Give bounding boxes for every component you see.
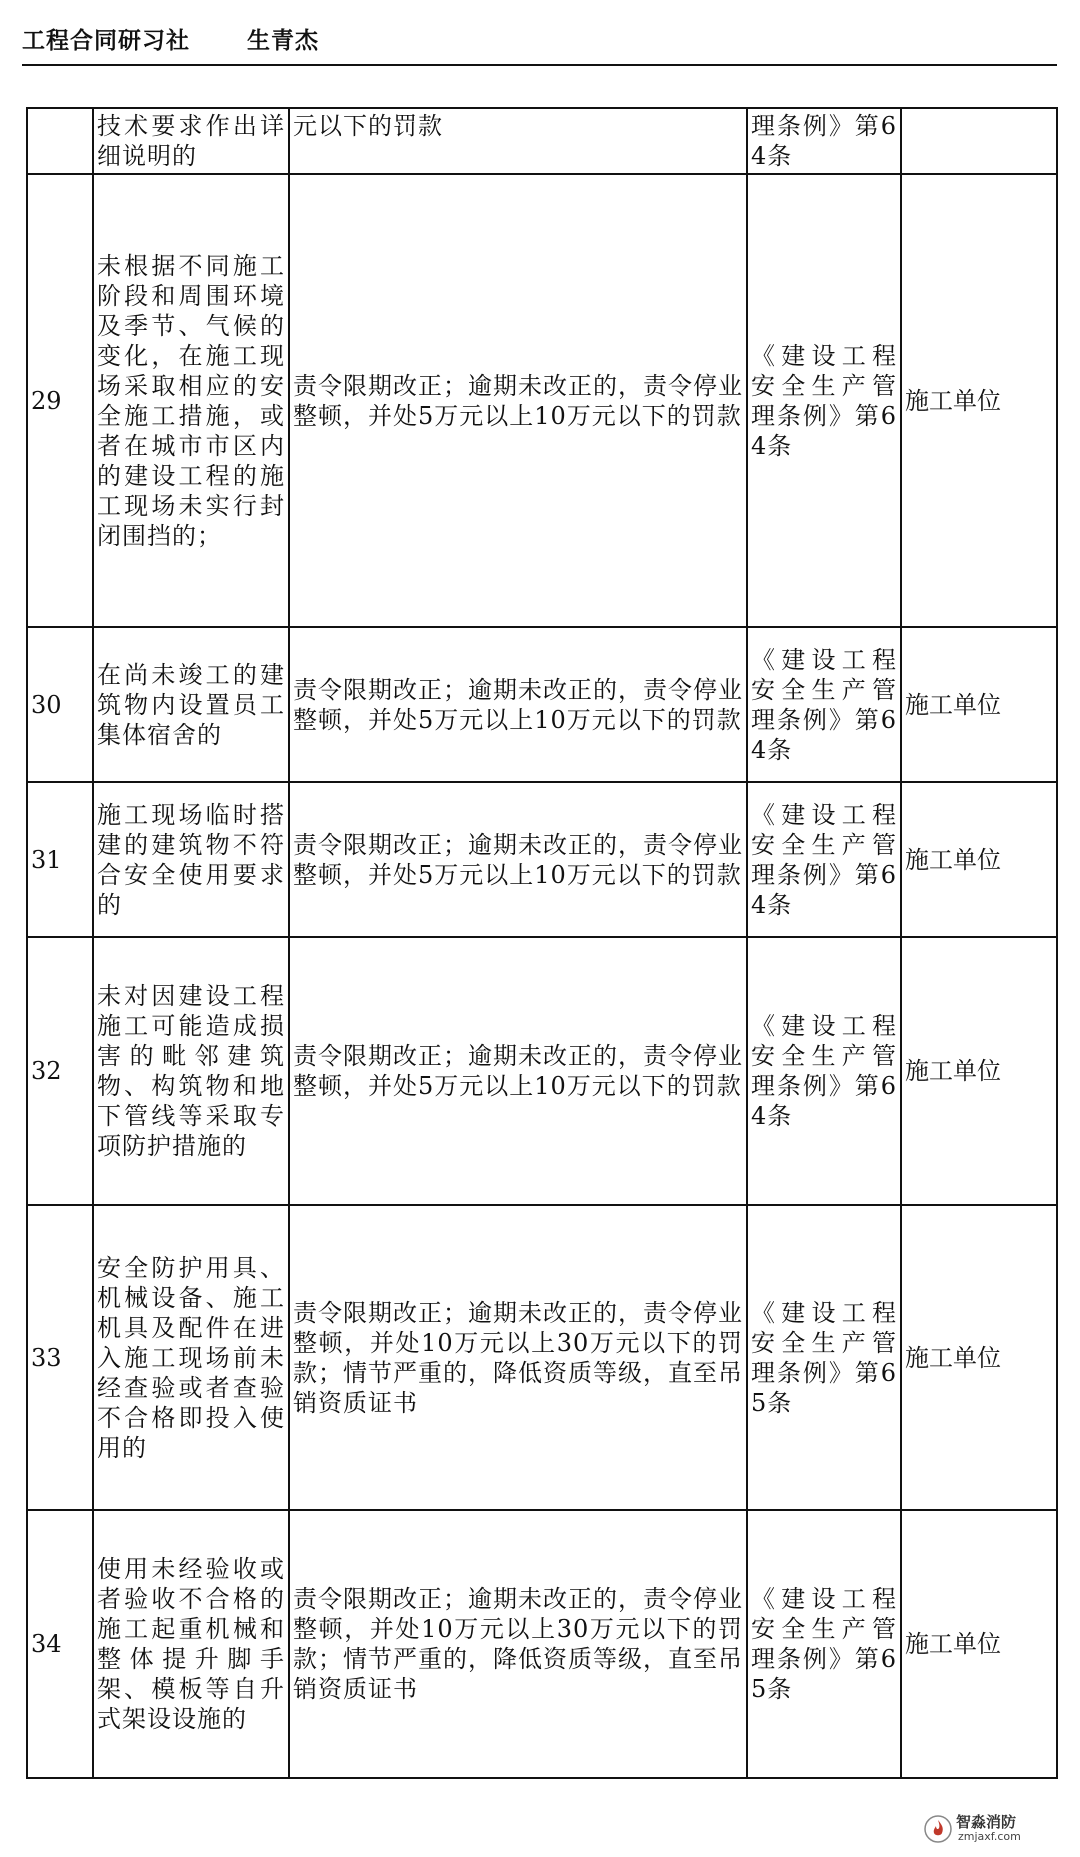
violation-cell: 未根据不同施工阶段和周围环境及季节、气候的变化，在施工现场采取相应的安全施工措施，或者在城市市区内的建设工程的施工现场未实行封闭围挡的； <box>93 174 289 627</box>
penalty-cell: 责令限期改正；逾期未改正的，责令停业整顿，并处10万元以上30万元以下的罚款；情节严重的，降低资质等级，直至吊销资质证书 <box>289 1205 747 1510</box>
responsible-party-cell: 施工单位 <box>901 937 1057 1205</box>
legal-basis-cell: 《建设工程安全生产管理条例》第64条 <box>747 782 901 937</box>
header-divider <box>22 64 1057 66</box>
header-org-name: 工程合同研习社 <box>22 28 190 54</box>
responsible-party-cell: 施工单位 <box>901 1510 1057 1778</box>
violation-cell: 施工现场临时搭建的建筑物不符合安全使用要求的 <box>93 782 289 937</box>
table-row <box>27 1205 1057 1510</box>
table-row <box>27 1510 1057 1778</box>
header-author-name: 生青杰 <box>247 28 319 54</box>
violation-cell: 使用未经验收或者验收不合格的施工起重机械和整体提升脚手架、模板等自升式架设设施的 <box>93 1510 289 1778</box>
row-number: 34 <box>27 1510 93 1778</box>
legal-basis-cell: 《建设工程安全生产管理条例》第64条 <box>747 627 901 782</box>
penalty-cell: 责令限期改正；逾期未改正的，责令停业整顿，并处10万元以上30万元以下的罚款；情节严重的，降低资质等级，直至吊销资质证书 <box>289 1510 747 1778</box>
responsible-party-cell: 施工单位 <box>901 782 1057 937</box>
violation-cell: 在尚未竣工的建筑物内设置员工集体宿舍的 <box>93 627 289 782</box>
penalty-cell: 责令限期改正；逾期未改正的，责令停业整顿，并处5万元以上10万元以下的罚款 <box>289 782 747 937</box>
penalty-cell: 责令限期改正；逾期未改正的，责令停业整顿，并处5万元以上10万元以下的罚款 <box>289 174 747 627</box>
legal-basis-cell: 理条例》第64条 <box>747 108 901 174</box>
violation-cell: 技术要求作出详细说明的 <box>93 108 289 174</box>
page-header <box>22 22 1057 60</box>
responsible-party-cell: 施工单位 <box>901 174 1057 627</box>
legal-basis-cell: 《建设工程安全生产管理条例》第65条 <box>747 1205 901 1510</box>
violation-cell: 未对因建设工程施工可能造成损害的毗邻建筑物、构筑物和地下管线等采取专项防护措施的 <box>93 937 289 1205</box>
row-number: 31 <box>27 782 93 937</box>
legal-basis-cell: 《建设工程安全生产管理条例》第64条 <box>747 937 901 1205</box>
responsible-party-cell: 施工单位 <box>901 627 1057 782</box>
legal-basis-cell: 《建设工程安全生产管理条例》第64条 <box>747 174 901 627</box>
row-number <box>27 108 93 174</box>
table-row <box>27 782 1057 937</box>
violation-cell: 安全防护用具、机械设备、施工机具及配件在进入施工现场前未经查验或者查验不合格即投入使用的 <box>93 1205 289 1510</box>
table-row <box>27 627 1057 782</box>
row-number: 29 <box>27 174 93 627</box>
watermark-name: 智淼消防 <box>956 1813 1017 1831</box>
flame-logo-icon <box>924 1815 952 1843</box>
penalty-cell: 责令限期改正；逾期未改正的，责令停业整顿，并处5万元以上10万元以下的罚款 <box>289 627 747 782</box>
watermark <box>924 1811 1064 1847</box>
row-number: 30 <box>27 627 93 782</box>
responsible-party-cell: 施工单位 <box>901 1205 1057 1510</box>
table-row <box>27 174 1057 627</box>
legal-basis-cell: 《建设工程安全生产管理条例》第65条 <box>747 1510 901 1778</box>
table-row <box>27 108 1057 174</box>
responsible-party-cell <box>901 108 1057 174</box>
penalty-table <box>26 107 1058 1779</box>
row-number: 33 <box>27 1205 93 1510</box>
row-number: 32 <box>27 937 93 1205</box>
watermark-site: zmjaxf.com <box>958 1830 1021 1843</box>
penalty-cell: 元以下的罚款 <box>289 108 747 174</box>
table-row <box>27 937 1057 1205</box>
penalty-cell: 责令限期改正；逾期未改正的，责令停业整顿，并处5万元以上10万元以下的罚款 <box>289 937 747 1205</box>
